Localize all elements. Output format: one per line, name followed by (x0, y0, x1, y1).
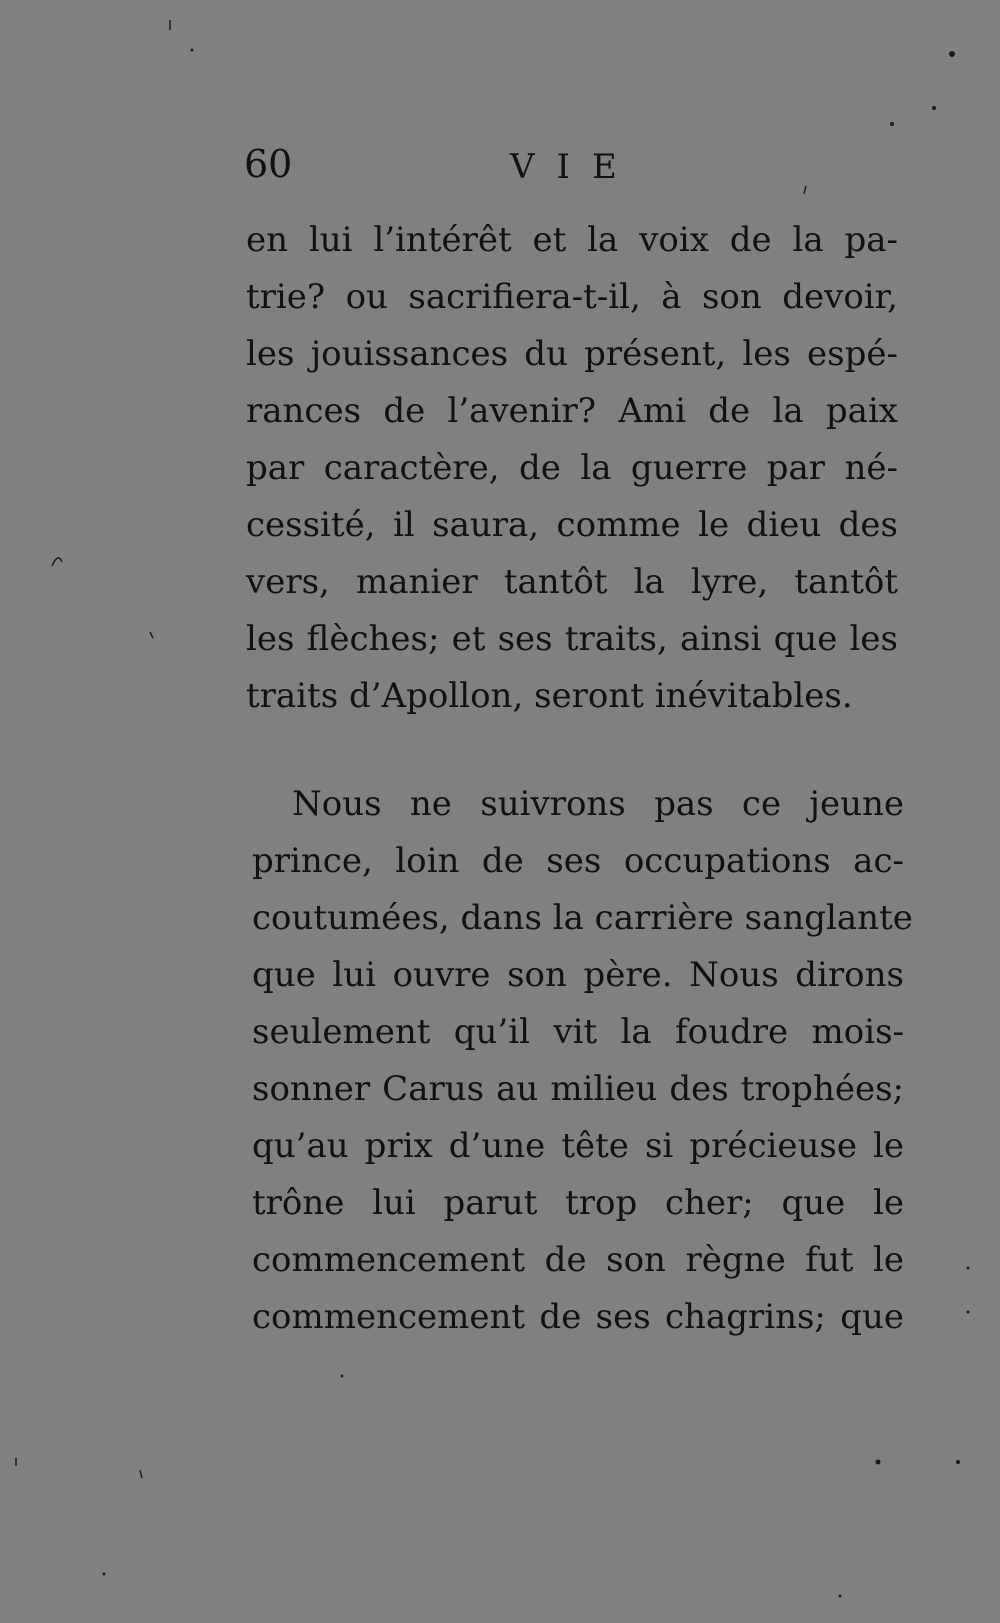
text-line: sonner Carus au milieu des trophées; (252, 1069, 904, 1109)
text-line: coutumées, dans la carrière sanglante (252, 898, 913, 938)
text-line: les flèches; et ses traits, ainsi que les (246, 619, 898, 659)
paragraph-2 (252, 776, 913, 1346)
text-line: traits d’Apollon, seront inévitables. (246, 676, 853, 716)
text-line: rances de l’avenir? Ami de la paix (246, 391, 898, 431)
text-line: commencement de son règne fut le (252, 1240, 904, 1280)
paragraph-1 (246, 212, 898, 725)
page-number: 60 (244, 142, 293, 186)
text-line: que lui ouvre son père. Nous dirons (252, 955, 904, 995)
text-line: trie? ou sacrifiera-t-il, à son devoir, (246, 277, 898, 317)
text-line: cessité, il saura, comme le dieu des (246, 505, 898, 545)
running-head: VIE (510, 147, 639, 187)
text-line: seulement qu’il vit la foudre mois- (252, 1012, 904, 1052)
text-line: Nous ne suivrons pas ce jeune (292, 784, 904, 824)
text-line: en lui l’intérêt et la voix de la pa- (246, 220, 898, 260)
text-line: qu’au prix d’une tête si précieuse le (252, 1126, 904, 1166)
text-line: vers, manier tantôt la lyre, tantôt (246, 562, 898, 602)
text-line: les jouissances du présent, les espé- (246, 334, 898, 374)
text-line: commencement de ses chagrins; que (252, 1297, 904, 1337)
text-line: par caractère, de la guerre par né- (246, 448, 898, 488)
text-line: trône lui parut trop cher; que le (252, 1183, 904, 1223)
text-line: prince, loin de ses occupations ac- (252, 841, 904, 881)
